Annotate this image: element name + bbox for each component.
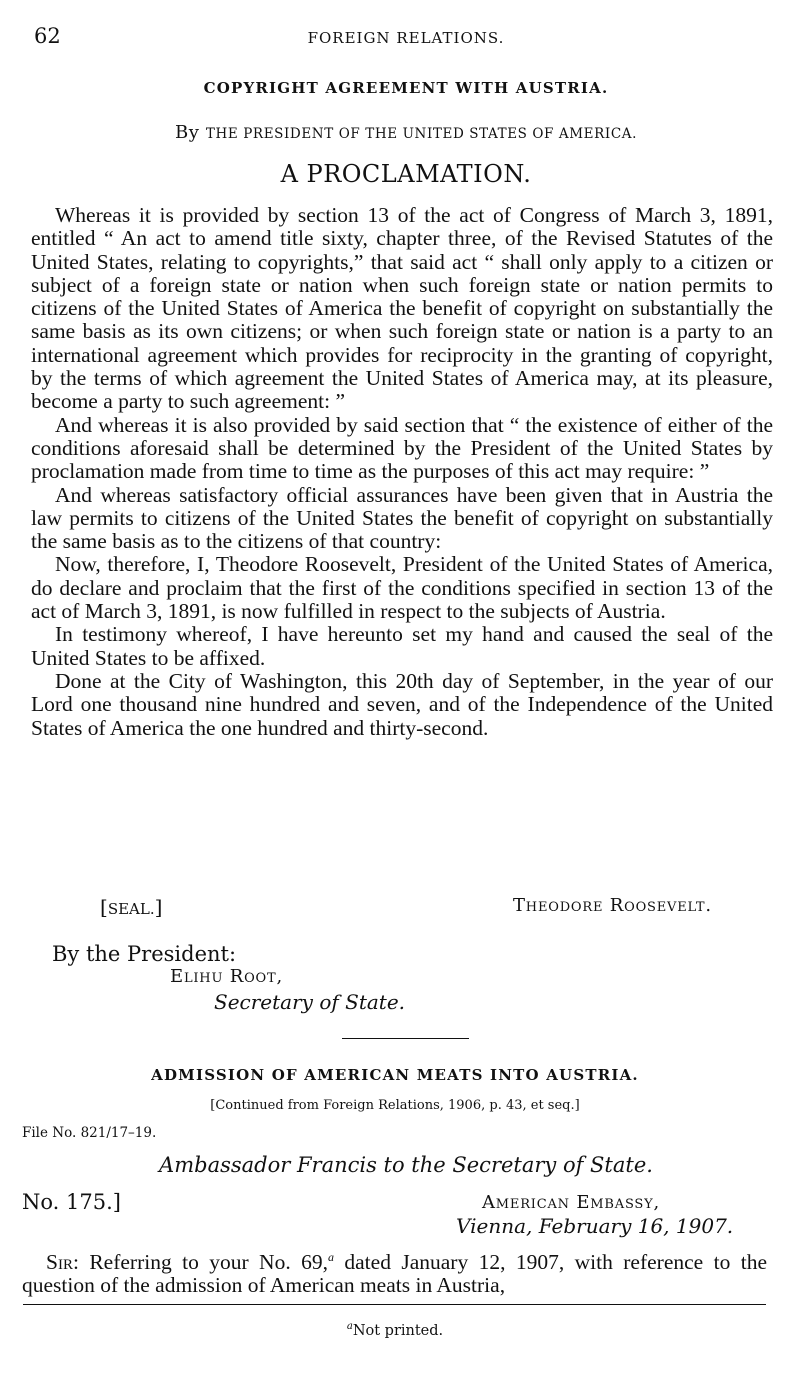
paragraph: And whereas it is also provided by said section that “ the existence of either of the conditions aforesaid shall be determined by the President of the United States by proclamation made from time to time as the purposes of this act may require: ” <box>31 412 773 484</box>
paragraph: In testimony whereof, I have hereunto set my hand and caused the seal of the United States to be affixed. <box>31 622 773 670</box>
letter-body <box>22 1246 767 1298</box>
section-title-meats: ADMISSION OF AMERICAN MEATS INTO AUSTRIA. <box>151 1066 639 1084</box>
signature-text: Theodore Roosevelt. <box>513 895 712 916</box>
embassy-name <box>482 1192 660 1213</box>
footnote-rule <box>23 1304 766 1305</box>
section-divider <box>342 1038 469 1039</box>
byline-rest: THE PRESIDENT OF THE UNITED STATES OF AMERICA. <box>205 126 638 142</box>
by-the-president: By the President: <box>52 942 237 966</box>
paragraph: Done at the City of Washington, this 20th day of September, in the year of our Lord one thousand nine hundred and seven, and of the Independence of the United States of America the one hundred and thirty-second. <box>31 668 773 740</box>
paragraph: Now, therefore, I, Theodore Roosevelt, President of the United States of America, do declare and proclaim that the first of the conditions specified in section 13 of the act of March 3, 1891, is now fulfilled in respect to the subjects of Austria. <box>31 552 773 624</box>
embassy-name-text: American Embassy, <box>482 1192 661 1213</box>
byline-by: By <box>174 122 200 143</box>
seal-mark: [SEAL.] <box>100 895 163 919</box>
paragraph: Whereas it is provided by section 13 of the act of Congress of March 3, 1891, entitled “ An act to amend title sixty, chapter three, of the Revised Statutes of the United States, relating to copyrights,” that said act “ shall only apply to a citizen or subject of a foreign state or nation when such foreign state or nation permits to citizens of the United States of America the benefit of copyright on substantially the same basis as its own citizens; or when such foreign state or nation is a party to an international agreement which provides for reciprocity in the granting of copyright, by the terms of which agreement the United States of America may, at its pleasure, become a party to such agreement: ” <box>31 203 773 414</box>
footnote-text: Not printed. <box>352 1322 444 1339</box>
secretary-name <box>170 966 283 987</box>
proclamation-body <box>31 204 773 740</box>
secretary-name-text: Elihu Root, <box>170 966 283 987</box>
paragraph: And whereas satisfactory official assurances have been given that in Austria the law permits to citizens of the United States the benefit of copyright on substantially the same basis as to the citizens of that country: <box>31 482 773 554</box>
footnote-ref: a <box>327 1250 334 1264</box>
section-title-copyright: COPYRIGHT AGREEMENT WITH AUSTRIA. <box>203 79 609 97</box>
page-number: 62 <box>34 24 61 48</box>
place-date: Vienna, February 16, 1907. <box>456 1214 734 1238</box>
proclamation-heading: A PROCLAMATION. <box>280 160 532 188</box>
file-number: File No. 821/17–19. <box>22 1125 157 1141</box>
seal-label: SEAL. <box>107 900 155 918</box>
salutation: Sir <box>46 1250 73 1275</box>
footnote <box>0 1321 790 1339</box>
letter-rest: dated January 12, 1907, with reference to the question of the admission of American meats in Austria, <box>22 1250 768 1298</box>
signature <box>513 895 712 916</box>
secretary-title: Secretary of State. <box>214 990 406 1014</box>
letter-paragraph <box>22 1246 767 1298</box>
continued-note: [Continued from Foreign Relations, 1906, p. 43, et seq.] <box>210 1098 580 1113</box>
dispatch-number: No. 175.] <box>22 1190 121 1214</box>
footnote-mark: a <box>346 1321 353 1332</box>
running-head: FOREIGN RELATIONS. <box>307 29 505 47</box>
dispatch-title: Ambassador Francis to the Secretary of State. <box>159 1153 653 1177</box>
proclamation-byline <box>0 122 812 143</box>
letter-start: : Referring to your No. 69, <box>72 1250 328 1275</box>
